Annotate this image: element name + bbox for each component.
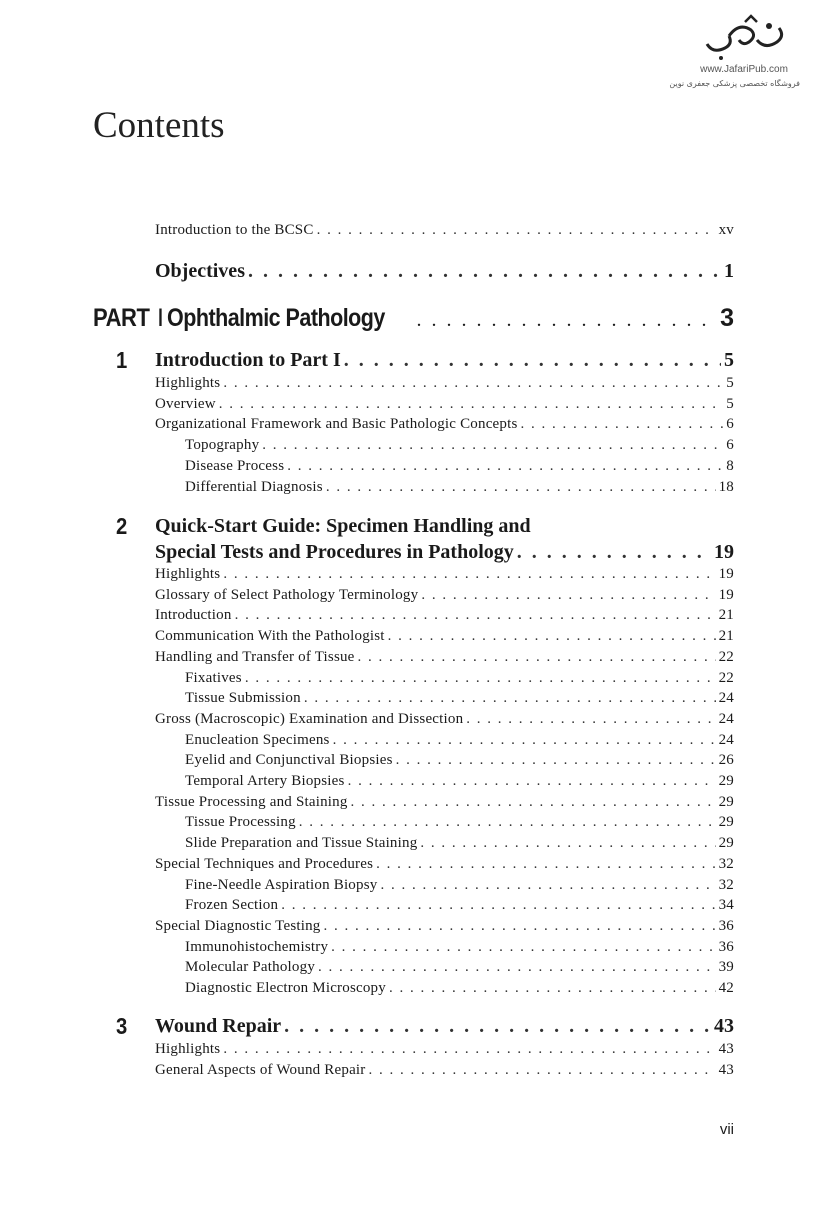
- toc-entry[interactable]: [185, 959, 734, 976]
- toc-entry-title: Communication With the Pathologist: [155, 628, 385, 645]
- toc-entry-page: 42: [718, 980, 734, 996]
- toc-entry-page: 43: [718, 1061, 734, 1078]
- toc-entry-page: 21: [718, 607, 734, 624]
- leader-dots: [219, 396, 724, 413]
- toc-entry-title: Immunohistochemistry: [185, 938, 329, 955]
- toc-entry[interactable]: [155, 375, 734, 392]
- leader-dots: [376, 856, 715, 873]
- leader-dots: [380, 877, 715, 894]
- toc-entry-page: 6: [726, 437, 734, 454]
- toc-entry-page: 24: [718, 690, 734, 707]
- leader-dots: [358, 649, 716, 666]
- leader-dots: [517, 541, 711, 564]
- toc-entry-title: Glossary of Select Pathology Terminology: [155, 586, 419, 603]
- toc-entry-page: 18: [718, 478, 734, 495]
- leader-dots: [223, 375, 723, 392]
- toc-entry[interactable]: [155, 628, 734, 645]
- leader-dots: [388, 628, 716, 645]
- toc-entry[interactable]: [155, 918, 734, 935]
- toc-entry-page: 36: [718, 917, 734, 934]
- leader-dots: [317, 222, 716, 239]
- toc-entry[interactable]: [155, 396, 734, 413]
- toc-entry-page: 6: [726, 416, 734, 433]
- toc-entry[interactable]: [155, 566, 734, 583]
- leader-dots: [248, 260, 721, 283]
- toc-entry-title: Topography: [185, 437, 260, 454]
- toc-entry[interactable]: [185, 835, 734, 852]
- toc-entry[interactable]: [185, 690, 734, 707]
- leader-dots: [324, 918, 716, 935]
- toc-entry-title: Diagnostic Electron Microscopy: [185, 980, 386, 996]
- leader-dots: [318, 959, 716, 976]
- toc-entry[interactable]: [185, 479, 734, 496]
- chapter-page: 19: [714, 541, 734, 563]
- toc-entry-title: Highlights: [155, 1041, 221, 1057]
- toc-entry-title: Frozen Section: [185, 897, 279, 914]
- toc-entry-title: Objectives: [155, 260, 245, 282]
- page-title: Contents: [93, 105, 225, 146]
- toc-entry[interactable]: [155, 587, 734, 604]
- toc-entry-title: Introduction: [155, 607, 232, 624]
- leader-dots: [396, 752, 716, 769]
- chapter-title: Wound Repair: [155, 1015, 282, 1037]
- toc-entry-page: 32: [718, 876, 734, 893]
- toc-entry-page: 5: [726, 375, 734, 391]
- toc-entry-page: 21: [718, 628, 734, 645]
- leader-dots: [299, 814, 716, 831]
- page-folio: vii: [719, 1121, 734, 1138]
- toc-entry[interactable]: [185, 897, 734, 914]
- toc-entry-page: 39: [718, 959, 734, 976]
- publisher-logo: [669, 14, 800, 104]
- toc-entry-title: Highlights: [155, 566, 221, 582]
- leader-dots: [223, 1041, 715, 1058]
- leader-dots: [331, 939, 715, 956]
- leader-dots: [351, 794, 716, 811]
- toc-entry[interactable]: [185, 458, 734, 475]
- toc-chapter-heading[interactable]: [155, 541, 734, 564]
- toc-entry-page: 26: [718, 752, 734, 769]
- toc-entry-title: Fixatives: [185, 669, 242, 686]
- toc-entry-page: 8: [726, 457, 734, 474]
- toc-chapter-heading[interactable]: [155, 1015, 734, 1038]
- toc-entry-title: Disease Process: [185, 457, 285, 474]
- toc-entry[interactable]: [155, 794, 734, 811]
- toc-entry[interactable]: [155, 607, 734, 624]
- toc-entry[interactable]: [155, 711, 734, 728]
- toc-entry[interactable]: [185, 814, 734, 831]
- toc-entry-title: Handling and Transfer of Tissue: [155, 648, 355, 665]
- logo-url-text: www.JafariPub.com: [700, 64, 788, 75]
- toc-entry-page: 5: [726, 395, 734, 412]
- part-page: 3: [720, 304, 734, 332]
- leader-dots: [281, 897, 715, 914]
- chapter-title: Introduction to Part I: [155, 349, 341, 371]
- toc-entry[interactable]: [185, 980, 734, 997]
- toc-entry-page: 24: [718, 710, 734, 727]
- part-number: I: [157, 304, 164, 332]
- toc-entry[interactable]: [155, 649, 734, 666]
- toc-entry-title: Overview: [155, 395, 216, 412]
- toc-entry-title: Slide Preparation and Tissue Staining: [185, 835, 418, 852]
- toc-entry[interactable]: [185, 670, 734, 687]
- toc-entry-title: Special Techniques and Procedures: [155, 855, 374, 872]
- toc-entry-title: Temporal Artery Biopsies: [185, 773, 345, 789]
- toc-entry-intro[interactable]: [155, 222, 734, 239]
- leader-dots: [333, 732, 716, 749]
- chapter-number: 3: [116, 1013, 128, 1039]
- leader-dots: [344, 349, 721, 372]
- leader-dots: [389, 980, 716, 997]
- part-label: PART: [93, 304, 150, 332]
- toc-entry-page: 34: [718, 897, 734, 914]
- leader-dots: [284, 1015, 711, 1038]
- toc-entry-page: xv: [718, 222, 734, 238]
- leader-dots: [466, 711, 715, 728]
- toc-entry-page: 36: [718, 938, 734, 955]
- toc-entry-page: 29: [718, 814, 734, 831]
- toc-entry-title: Introduction to the BCSC: [155, 222, 314, 238]
- toc-entry-title: Differential Diagnosis: [185, 478, 323, 495]
- toc-entry[interactable]: [185, 877, 734, 894]
- toc-entry[interactable]: [185, 732, 734, 749]
- toc-entry-page: 22: [718, 669, 734, 686]
- leader-dots: [223, 566, 715, 583]
- leader-dots: [326, 479, 716, 496]
- toc-part-heading[interactable]: [93, 304, 734, 333]
- toc-entry-title: Tissue Submission: [185, 690, 301, 707]
- toc-entry-page: 29: [718, 773, 734, 789]
- toc-entry-page: 19: [718, 566, 734, 582]
- leader-dots: [369, 1062, 716, 1079]
- toc-entry-title: Eyelid and Conjunctival Biopsies: [185, 752, 393, 769]
- toc-entry[interactable]: [185, 939, 734, 956]
- leader-dots: [416, 309, 716, 332]
- toc-entry-title: Organizational Framework and Basic Pathologic Concepts: [155, 416, 518, 433]
- chapter-page: 5: [724, 349, 734, 371]
- leader-dots: [262, 437, 723, 454]
- toc-entry[interactable]: [155, 856, 734, 873]
- part-title: Ophthalmic Pathology: [167, 304, 386, 332]
- toc-entry-page: 32: [718, 855, 734, 872]
- toc-entry-page: 29: [718, 835, 734, 852]
- toc-entry-page: 24: [718, 731, 734, 748]
- toc-entry[interactable]: [155, 416, 734, 433]
- leader-dots: [420, 835, 715, 852]
- toc-entry-title: Tissue Processing and Staining: [155, 793, 348, 810]
- leader-dots: [521, 416, 724, 433]
- toc-entry[interactable]: [185, 752, 734, 769]
- leader-dots: [287, 458, 723, 475]
- chapter-number: 2: [116, 513, 128, 539]
- toc-entry[interactable]: [155, 1041, 734, 1058]
- chapter-number: 1: [116, 347, 128, 373]
- toc-entry-page: 22: [718, 648, 734, 665]
- toc-chapter-heading[interactable]: [155, 349, 734, 372]
- toc-entry-page: 19: [718, 586, 734, 603]
- leader-dots: [304, 690, 716, 707]
- toc-entry-page: 43: [718, 1041, 734, 1057]
- toc-entry-title: Enucleation Specimens: [185, 731, 330, 748]
- toc-entry-title: Special Diagnostic Testing: [155, 917, 321, 934]
- toc-entry-page: 29: [718, 793, 734, 810]
- toc-entry-title: Highlights: [155, 375, 221, 391]
- toc-entry-title: General Aspects of Wound Repair: [155, 1061, 366, 1078]
- leader-dots: [245, 670, 716, 687]
- leader-dots: [235, 607, 716, 624]
- chapter-title-line1[interactable]: Quick-Start Guide: Specimen Handling and: [155, 515, 531, 537]
- chapter-title-line2: Special Tests and Procedures in Pathology: [155, 541, 514, 563]
- toc-entry[interactable]: [185, 437, 734, 454]
- toc-entry-page: 1: [724, 260, 734, 282]
- leader-dots: [421, 587, 715, 604]
- toc-entry[interactable]: [155, 1062, 734, 1079]
- leader-dots: [348, 773, 716, 790]
- toc-entry-title: Tissue Processing: [185, 814, 296, 831]
- toc-entry-title: Fine-Needle Aspiration Biopsy: [185, 876, 378, 893]
- jafari-logo-icon: [699, 14, 789, 62]
- toc-entry[interactable]: [185, 773, 734, 790]
- logo-tagline: فروشگاه تخصصی پزشکی جعفری نوین: [669, 79, 800, 88]
- toc-entry-title: Molecular Pathology: [185, 959, 316, 976]
- chapter-page: 43: [714, 1015, 734, 1037]
- toc-entry-title: Gross (Macroscopic) Examination and Dissection: [155, 710, 464, 727]
- toc-entry-objectives[interactable]: [155, 260, 734, 283]
